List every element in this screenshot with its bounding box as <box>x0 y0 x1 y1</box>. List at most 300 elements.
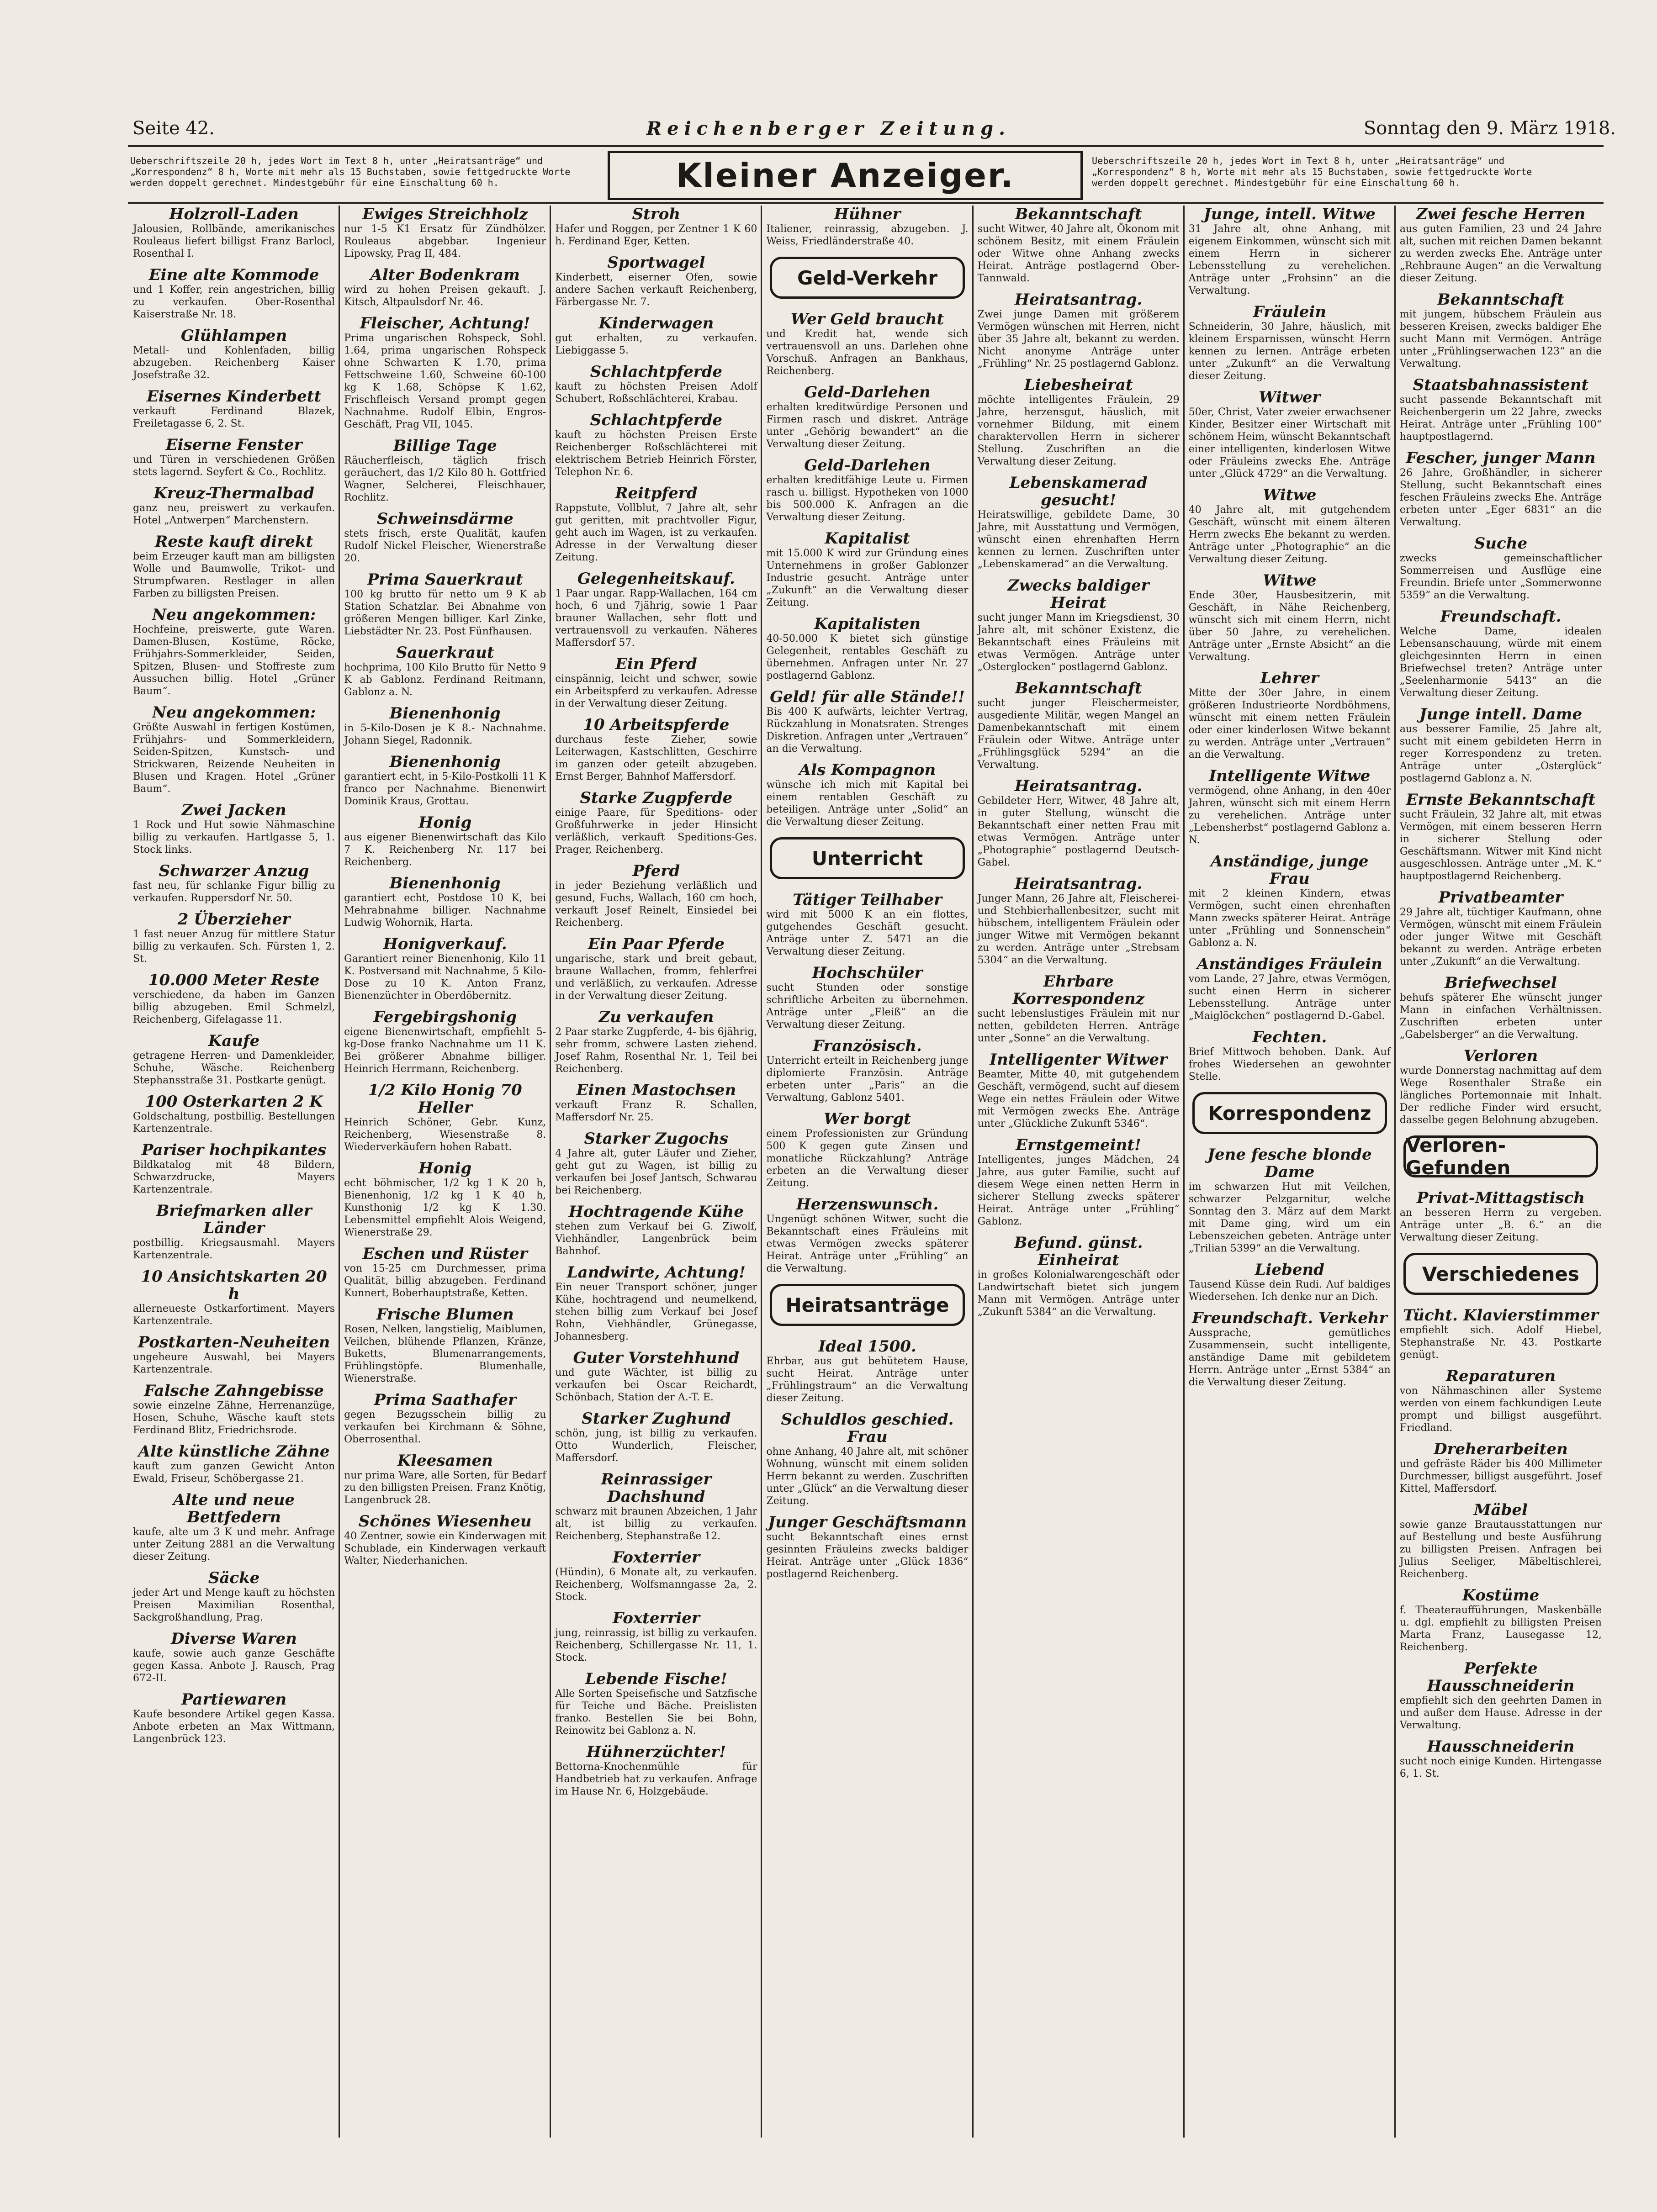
ad-heading: Neu angekommen: <box>152 606 316 624</box>
ad-text: verkauft Ferdinand Blazek, Freiletagasse 6, 2. St. <box>133 406 335 429</box>
ad-text: Goldschaltung, postbillig. Bestellungen Kartenzentrale. <box>133 1111 335 1135</box>
classified-ad <box>1189 956 1391 1022</box>
classified-ad <box>344 814 546 868</box>
ad-text: sucht Bekanntschaft eines ernst gesinnten Fräuleins zwecks baldiger Heirat. Anträge unter „Glück 1836“ postlagernd Reichenberg. <box>766 1531 969 1580</box>
ad-heading: Französisch. <box>813 1037 922 1055</box>
ad-text: kauft zu höchsten Preisen Adolf Schubert, Roßschlächterei, Krabau. <box>555 381 757 405</box>
classified-ad <box>766 891 968 958</box>
ad-text: Mitte der 30er Jahre, in einem größeren Industrieorte Nordböhmens, wünscht mit einem netten Fräulein oder einer kinderlosen Witwe bekannt zu werden. Anträge unter „Vertrauen“ an die Verwaltung. <box>1188 687 1391 760</box>
ad-heading: Wer Geld braucht <box>790 310 944 328</box>
classified-ad <box>344 315 546 431</box>
classified-ad <box>133 1382 335 1436</box>
ad-heading: Hausschneiderin <box>1427 1737 1575 1756</box>
ad-column-7 <box>1397 206 1604 2138</box>
ad-text: Zwei junge Damen mit größerem Vermögen wünschen mit Herren, nicht über 35 Jahre alt, bekannt zu werden. Nicht anonyme Anträge unter „Frühling“ Nr. 25 postlagernd Gablonz. <box>977 309 1180 370</box>
ad-heading: Fräulein <box>1253 303 1326 321</box>
ad-text: garantiert echt, in 5-Kilo-Postkolli 11 K franco per Nachnahme. Bienenwirt Dominik Kraus, Grottau. <box>344 771 546 807</box>
ad-text: stehen zum Verkauf bei G. Ziwolf, Viehhändler, Langenbrück beim Bahnhof. <box>555 1221 757 1257</box>
ad-text: sucht Fräulein, 32 Jahre alt, mit etwas Vermögen, mit einem besseren Herrn in sicherer Stellung oder Geschäftsmann. Witwer mit Kind nicht ausgeschlossen. Anträge unter „M. K.“ hauptpostlagernd Reichenberg. <box>1399 809 1602 882</box>
classified-ad <box>555 363 757 405</box>
classified-ad <box>344 571 546 638</box>
classified-ad <box>133 802 335 856</box>
classified-ad <box>344 753 546 808</box>
ad-text: von Nähmaschinen aller Systeme werden von einem fachkundigen Leute prompt und billigst ausgeführt. Friedland. <box>1399 1385 1602 1434</box>
ad-text: stets frisch, erste Qualität, kaufen Rudolf Nickel Fleischer, Wienerstraße 20. <box>344 528 546 564</box>
ad-text: zwecks gemeinschaftlicher Sommerreisen und Ausflüge eine Freundin. Briefe unter „Sommerwonne 5359“ an die Verwaltung. <box>1399 553 1602 601</box>
ad-heading: Kleesamen <box>397 1452 493 1470</box>
ad-text: einspännig, leicht und schwer, sowie ein Arbeitspferd zu verkaufen. Adresse in der Verwaltung dieser Zeitung. <box>555 673 757 709</box>
classified-ad <box>555 1410 757 1464</box>
ad-text: einem Professionisten zur Gründung 500 K gegen gute Zinsen und monatliche Rückzahlung? Anträge erbeten an die Verwaltung dieser Zeitung. <box>766 1128 969 1189</box>
classified-ad <box>555 1471 757 1542</box>
ad-heading: Reinrassiger Dachshund <box>601 1470 712 1506</box>
ad-heading: Zwei Jacken <box>181 801 286 819</box>
ad-text: erhalten kreditwürdige Personen und Firmen rasch und diskret. Anträge unter „Gehörig bewandert“ an die Verwaltung dieser Zeitung. <box>766 401 969 450</box>
column-divider <box>1394 206 1396 2138</box>
classified-ad <box>766 457 968 523</box>
classified-ad <box>1400 206 1602 285</box>
ad-text: Schneiderin, 30 Jahre, häuslich, mit kleinem Ersparnissen, wünscht Herrn kennen zu lernen. Anträge erbeten unter „Zukunft“ an die Verwaltung dieser Zeitung. <box>1188 321 1391 382</box>
ad-heading: Zwecks baldiger Heirat <box>1007 576 1149 612</box>
ad-heading: Billige Tage <box>393 437 497 455</box>
classified-ad <box>555 1130 757 1197</box>
ad-text: allerneueste Ostkarfortiment. Mayers Kartenzentrale. <box>133 1303 335 1327</box>
ad-heading: Reitpferd <box>615 484 698 502</box>
ad-heading: Kreuz-Thermalbad <box>154 484 314 502</box>
ad-heading: Säcke <box>208 1569 260 1587</box>
classified-ad <box>133 485 335 527</box>
classified-ad <box>766 530 968 609</box>
classified-ad <box>133 436 335 478</box>
ad-heading: 10 Ansichtskarten 20 h <box>141 1267 327 1303</box>
ad-text: sucht lebenslustiges Fräulein mit nur netten, gebildeten Herren. Anträge unter „Sonne“ an die Verwaltung. <box>977 1008 1180 1044</box>
classified-ad <box>133 1093 335 1135</box>
section-box-label: Korrespondenz <box>1208 1102 1371 1124</box>
ad-text: Bildkatalog mit 48 Bildern, Schwarzdrucke, Mayers Kartenzentrale. <box>133 1159 335 1195</box>
ad-heading: Bienenhonig <box>389 704 501 723</box>
ad-heading: Sportwagel <box>607 253 705 272</box>
classified-ad <box>1189 1261 1391 1303</box>
classified-ad <box>344 644 546 698</box>
ad-heading: Anständige, junge Frau <box>1210 852 1369 888</box>
ad-heading: Einen Mastochsen <box>576 1081 736 1099</box>
classified-ad <box>978 206 1180 285</box>
ad-heading: Als Kompagnon <box>799 761 936 779</box>
classified-ad <box>1189 1309 1391 1388</box>
ad-text: schwarz mit braunen Abzeichen, 1 Jahr alt, ist billig zu verkaufen. Reichenberg, Stephanstraße 12. <box>555 1506 757 1542</box>
ad-heading: Hühnerzüchter! <box>586 1743 726 1761</box>
ad-text: wird zu hohen Preisen gekauft. J. Kitsch, Altpaulsdorf Nr. 46. <box>344 284 546 308</box>
classified-ad <box>1189 486 1391 565</box>
ad-text: hochprima, 100 Kilo Brutto für Netto 9 K ab Gablonz. Ferdinand Reitmann, Gablonz a. N. <box>344 662 546 698</box>
classified-ad <box>1400 1501 1602 1580</box>
classified-ad <box>133 1630 335 1684</box>
ad-text: durchaus feste Zieher, sowie Leiterwagen, Kastschlitten, Geschirre im ganzen oder geteilt abzugeben. Ernst Berger, Bahnhof Maffersdorf. <box>555 734 757 782</box>
ad-heading: Ein Paar Pferde <box>588 935 725 953</box>
ad-heading: Alte künstliche Zähne <box>138 1442 330 1461</box>
classified-ad <box>1189 670 1391 761</box>
ad-text: aus besserer Familie, 25 Jahre alt, sucht mit einem gebildeten Herrn in reger Korrespondenz zu treten. Anträge unter „Osterglück“ postlagernd Gablonz a. N. <box>1399 723 1602 784</box>
ad-heading: Suche <box>1474 534 1528 553</box>
ad-text: mit 15.000 K wird zur Gründung eines Unternehmens in großer Gablonzer Industrie gesucht. Anträge unter „Zukunft“ an die Verwaltung dieser Zeitung. <box>766 548 969 608</box>
classified-ad <box>555 862 757 929</box>
ad-heading: Witwer <box>1259 388 1321 407</box>
ad-text: behufs späterer Ehe wünscht junger Mann in einfachen Verhältnissen. Zuschriften erbeten unter „Gabelsberger“ an die Verwaltung. <box>1399 992 1602 1040</box>
ad-heading: 10.000 Meter Reste <box>148 971 320 989</box>
ad-heading: Freundschaft. Verkehr <box>1192 1309 1387 1327</box>
ad-text: sucht noch einige Kunden. Hirtengasse 6, 1. St. <box>1399 1756 1602 1779</box>
section-title: Kleiner Anzeiger. <box>676 156 1015 195</box>
ad-text: und gute Wächter, ist billig zu verkaufen bei Oscar Reichardt, Schönbach, Station der A.-T. E. <box>555 1367 757 1403</box>
ad-text: an besseren Herrn zu vergeben. Anträge unter „B. 6.“ an die Verwaltung dieser Zeitung. <box>1399 1207 1602 1243</box>
ad-heading: Holzroll-Laden <box>169 206 299 223</box>
classified-ad <box>344 510 546 565</box>
ad-heading: Sauerkraut <box>396 644 494 662</box>
ad-text: Jalousien, Rollbände, amerikanisches Rouleaus liefert billigst Franz Barlocl, Rosenthal I. <box>133 223 335 259</box>
classified-ad <box>344 1391 546 1446</box>
ad-heading: Freundschaft. <box>1440 607 1562 626</box>
ad-text: mit 2 kleinen Kindern, etwas Vermögen, sucht einen ehrenhaften Mann zwecks späterer Heirat. Anträge unter „Frühling und Sonnenschein“ Gablonz a. N. <box>1188 888 1391 949</box>
ad-heading: Bienenhonig <box>389 874 501 892</box>
classified-ad <box>766 964 968 1031</box>
ad-heading: Eschen und Rüster <box>362 1245 528 1263</box>
ad-text: Welche Dame, idealen Lebensanschauung, würde mit einem gleichgesinnten Herrn in einen Briefwechsel treten? Anträge unter „Seelenharmonie 5413“ an die Verwaltung dieser Zeitung. <box>1399 626 1602 699</box>
classified-ad <box>1189 572 1391 663</box>
ad-text: empfiehlt sich. Adolf Hiebel, Stephanstraße Nr. 43. Postkarte genügt. <box>1399 1325 1602 1361</box>
ad-text: Hochfeine, preiswerte, gute Waren. Damen-Blusen, Kostüme, Röcke, Frühjahrs-Sommerkleider, Seiden, Spitzen, Blusen- und Stoffreste zum Aussuchen billig. Hotel „Grüner Baum“. <box>133 624 335 697</box>
ad-column-3 <box>552 206 760 2138</box>
ad-text: 40 Jahre alt, mit gutgehendem Geschäft, wünscht mit einem älteren Herrn zwecks Ehe bekannt zu werden. Anträge unter „Photographie“ an die Verwaltung dieser Zeitung. <box>1188 504 1391 565</box>
ad-heading: Frische Blumen <box>376 1305 514 1324</box>
ad-heading: Pariser hochpikantes <box>141 1141 327 1159</box>
classified-ad <box>1400 1307 1602 1361</box>
section-box-label: Heiratsanträge <box>785 1293 949 1316</box>
ad-heading: Tücht. Klavierstimmer <box>1403 1306 1599 1325</box>
classified-ad <box>344 1306 546 1385</box>
classified-ad <box>555 655 757 710</box>
classified-ad <box>766 1037 968 1104</box>
ad-heading: Reparaturen <box>1445 1367 1556 1385</box>
ad-heading: Schwarzer Anzug <box>159 862 309 880</box>
ad-text: im schwarzen Hut mit Veilchen, schwarzer Pelzgarnitur, welche Sonntag den 3. März auf dem Markt mit Dame ging, wird um ein Lebenszeichen gebeten. Anträge unter „Trilian 5399“ an die Verwaltung. <box>1188 1181 1391 1254</box>
ad-text: 1 Paar ungar. Rapp-Wallachen, 164 cm hoch, 6 und 7jährig, sowie 1 Paar brauner Wallachen, sehr flott und vertrauensvoll zu verkaufen. Näheres Maffersdorf 57. <box>555 588 757 649</box>
classified-ad <box>1400 291 1602 370</box>
ad-heading: Ernste Bekanntschaft <box>1406 791 1596 809</box>
ad-heading: Staatsbahnassistent <box>1413 376 1589 394</box>
ad-text: Italiener, reinrassig, abzugeben. J. Weiss, Friedländerstraße 40. <box>766 223 969 247</box>
classified-ad <box>344 935 546 1002</box>
ad-heading: Herzenswunsch. <box>796 1195 939 1214</box>
ad-heading: Starker Zugochs <box>584 1130 729 1148</box>
ad-heading: Briefwechsel <box>1444 974 1557 992</box>
classified-ad <box>555 1203 757 1257</box>
ad-heading: Geld-Darlehen <box>804 383 931 401</box>
classified-ad <box>766 761 968 828</box>
ad-text: in jeder Beziehung verläßlich und gesund, Fuchs, Wallach, 160 cm hoch, verkauft Josef Reinelt, Einsiedel bei Reichenberg. <box>555 880 757 929</box>
ad-heading: 2 Überzieher <box>177 910 291 929</box>
classified-ad <box>766 1196 968 1275</box>
ad-heading: Dreherarbeiten <box>1434 1440 1568 1458</box>
ad-text: Junger Mann, 26 Jahre alt, Fleischerei- und Stehbierhallenbesitzer, sucht mit hübschem, intelligentem Fräulein oder junger Witwe mit Vermögen bekannt zu werden. Anträge unter „Strebsam 5304“ an die Verwaltung. <box>977 893 1180 966</box>
classified-ad <box>978 680 1180 771</box>
ad-heading: Prima Saathafer <box>374 1391 516 1409</box>
ad-text: Metall- und Kohlenfaden, billig abzugeben. Reichenberg Kaiser Josefstraße 32. <box>133 345 335 381</box>
ad-text: kauft zu höchsten Preisen Erste Reichenberger Roßschlächterei mit elektrischem Betrieb Heinrich Förster, Telephon Nr. 6. <box>555 429 757 478</box>
ad-heading: Anständiges Fräulein <box>1196 955 1382 973</box>
rates-notice-right: Ueberschriftszeile 20 h, jedes Wort im Text 8 h, unter „Heiratsanträge“ und „Korrespondenz“ 8 h, Worte mit mehr als 15 Buchstaben, sowie fettgedruckte Worte werden doppelt gerechnet. Mindestgebühr für eine Einschaltung 60 h. <box>1092 155 1532 188</box>
ad-text: Unterricht erteilt in Reichenberg junge diplomierte Französin. Anträge erbeten unter „Paris“ an die Verwaltung, Gablonz 5401. <box>766 1055 969 1103</box>
classified-ad <box>978 973 1180 1045</box>
classified-ad <box>978 474 1180 570</box>
classified-ad <box>344 875 546 929</box>
ad-heading: Privatbeamter <box>1438 888 1563 907</box>
ad-heading: Stroh <box>632 206 681 223</box>
ad-heading: Jene fesche blonde Dame <box>1207 1146 1372 1181</box>
classified-ad <box>766 1514 968 1580</box>
ad-heading: Liebend <box>1255 1261 1324 1279</box>
ad-heading: Verloren <box>1463 1047 1538 1065</box>
ad-text: jung, reinrassig, ist billig zu verkaufen. Reichenberg, Schillergasse Nr. 11, 1. Stock. <box>555 1627 757 1663</box>
ad-heading: Zu verkaufen <box>598 1008 714 1026</box>
ad-text: Ende 30er, Hausbesitzerin, mit Geschäft, in Nähe Reichenberg, wünscht sich mit einem Herrn, nicht über 50 Jahre, zu verehelichen. Anträge unter „Ernste Absicht“ an die Verwaltung. <box>1188 590 1391 663</box>
ad-text: 2 Paar starke Zugpferde, 4- bis 6jährig, sehr fromm, schwere Lasten ziehend. Josef Rahm, Rosenthal Nr. 1, Teil bei Reichenberg. <box>555 1026 757 1075</box>
classified-ad <box>555 315 757 357</box>
classified-ad <box>344 1452 546 1506</box>
ad-text: jeder Art und Menge kauft zu höchsten Preisen Maximilian Rosenthal, Sackgroßhandlung, Prag. <box>133 1587 335 1623</box>
ad-text: ganz neu, preiswert zu verkaufen. Hotel „Antwerpen“ Marchenstern. <box>133 502 335 526</box>
ad-text: ungeheure Auswahl, bei Mayers Kartenzentrale. <box>133 1351 335 1375</box>
classified-ad <box>133 911 335 965</box>
ad-text: 4 Jahre alt, guter Läufer und Zieher, geht gut zu Wagen, ist billig zu verkaufen bei Josef Jantsch, Schwarau bei Reichenberg. <box>555 1148 757 1196</box>
classified-ad <box>555 1008 757 1075</box>
newspaper-title: Reichenberger Zeitung. <box>646 118 1011 139</box>
ad-heading: Witwe <box>1263 486 1317 504</box>
ad-heading: Honigverkauf. <box>383 935 507 953</box>
classified-ad <box>133 388 335 430</box>
column-divider <box>1183 206 1185 2138</box>
classified-ad <box>766 615 968 682</box>
classified-ad <box>133 862 335 904</box>
ad-text: echt böhmischer, 1/2 kg 1 K 20 h, Bienenhonig, 1/2 kg 1 K 40 h, Kunsthonig 1/2 kg K 1.30. Lebensmittel empfiehlt Alois Weigend, Wienerstraße 29. <box>344 1177 546 1238</box>
classified-ad <box>1400 1587 1602 1653</box>
classified-ad <box>1400 791 1602 882</box>
ad-text: 31 Jahre alt, ohne Anhang, mit eigenem Einkommen, wünscht sich mit einem Herrn in sicherer Lebensstellung zu verehelichen. Anträge unter „Frohsinn“ an die Verwaltung. <box>1188 223 1391 296</box>
ad-text: fast neu, für schlanke Figur billig zu verkaufen. Ruppersdorf Nr. 50. <box>133 880 335 904</box>
ad-text: in 5-Kilo-Dosen je K 8.- Nachnahme. Johann Siegel, Radonnik. <box>344 723 546 746</box>
classified-ad <box>978 291 1180 370</box>
ad-heading: Alter Bodenkram <box>370 266 520 284</box>
ad-heading: Hühner <box>834 206 901 223</box>
section-banner <box>608 151 1083 200</box>
ad-heading: Kostüme <box>1462 1586 1540 1605</box>
ad-text: 1 fast neuer Anzug für mittlere Statur billig zu verkaufen. Sch. Fürsten 1, 2. St. <box>133 929 335 965</box>
ad-heading: Kapitalisten <box>814 615 921 633</box>
classified-ad <box>978 777 1180 869</box>
ad-heading: Lebende Fische! <box>585 1670 727 1688</box>
ad-heading: Gelegenheitskauf. <box>577 570 735 588</box>
classified-ad <box>133 1268 335 1327</box>
classified-ad <box>1400 706 1602 785</box>
ad-heading: Pferd <box>632 862 680 880</box>
column-divider <box>761 206 762 2138</box>
ad-heading: Starke Zugpferde <box>580 789 733 807</box>
ad-text: Intelligentes, junges Mädchen, 24 Jahre, aus guter Familie, sucht auf diesem Wege einen netten Herrn in sicherer Stellung zwecks späterer Heirat. Anträge unter „Frühling“ Gablonz. <box>977 1154 1180 1227</box>
ad-text: garantiert echt, Postdose 10 K, bei Mehrabnahme billiger. Nachnahme Ludwig Wohornik, Harta. <box>344 892 546 929</box>
ad-text: postbillig. Kriegsausmahl. Mayers Kartenzentrale. <box>133 1237 335 1261</box>
page-number: Seite 42. <box>132 118 215 139</box>
classified-ad <box>555 412 757 478</box>
section-box-label: Verschiedenes <box>1422 1262 1579 1285</box>
ad-heading: Junge, intell. Witwe <box>1203 206 1376 223</box>
ad-heading: Mäbel <box>1473 1501 1528 1519</box>
ad-text: kaufe, alte um 3 K und mehr. Anfrage unter Zeitung 2881 an die Verwaltung dieser Zeitung. <box>133 1526 335 1563</box>
ad-heading: Fergebirgshonig <box>373 1008 517 1026</box>
section-box-geld <box>770 257 964 299</box>
ad-text: wünsche ich mich mit Kapital bei einem rentablen Geschäft zu beteiligen. Anträge unter „Solid“ an die Verwaltung dieser Zeitung. <box>766 779 969 828</box>
classified-ad <box>766 688 968 755</box>
classified-ad <box>344 1160 546 1239</box>
ad-text: Rosen, Nelken, langstielig, Maiblumen, Veilchen, blühende Pflanzen, Kränze, Buketts, Blumenarrangements, Frühlingstöpfe. Blumenhalle, Wienerstraße. <box>344 1324 546 1384</box>
ad-text: wird mit 5000 K an ein flottes, gutgehendes Geschäft gesucht. Anträge unter Z. 5471 an die Verwaltung dieser Zeitung. <box>766 909 969 957</box>
ad-text: in großes Kolonialwarengeschäft oder Landwirtschaft bietet sich jungem Mann mit Vermögen. Anträge unter „Zukunft 5384“ an die Verwaltung. <box>977 1269 1180 1318</box>
ad-heading: Kinderwagen <box>598 314 714 333</box>
classified-ad <box>1189 389 1391 480</box>
section-box-verloren <box>1403 1135 1598 1177</box>
ad-heading: Privat-Mittagstisch <box>1416 1189 1585 1207</box>
ad-text: sucht Stunden oder sonstige schriftliche Arbeiten zu übernehmen. Anträge unter „Fleiß“ an die Verwaltung dieser Zeitung. <box>766 982 969 1030</box>
ad-heading: Geld! für alle Stände!! <box>770 688 965 706</box>
ad-heading: Ewiges Streichholz <box>362 206 528 223</box>
classified-ad <box>555 716 757 783</box>
ad-heading: Lehrer <box>1260 669 1319 687</box>
ad-heading: Hochtragende Kühe <box>568 1203 744 1221</box>
classified-ad <box>555 1670 757 1737</box>
ad-text: Prima ungarischen Rohspeck, Sohl. 1.64, prima ungarischen Rohspeck ohne Schwarten K 1.70, prima Fettschweine 1.60, Schweine 60-100 kg K 1.68, Schöpse K 1.62, Frischfleisch Versand prompt gegen Nachnahme. Rudolf Elbin, Engros-Geschäft, Prag VII, 1045. <box>344 333 546 430</box>
classified-ad <box>555 1743 757 1798</box>
ad-heading: Schweinsdärme <box>376 510 514 528</box>
ad-heading: Foxterrier <box>612 1609 700 1627</box>
ad-text: getragene Herren- und Damenkleider, Schuhe, Wäsche. Reichenberg Stephansstraße 31. Postkarte genügt. <box>133 1050 335 1086</box>
classified-ad <box>1400 449 1602 528</box>
ad-text: einige Paare, für Speditions- oder Großfuhrwerke in jeder Hinsicht verläßlich, verkauft Speditions-Ges. Prager, Reichenberg. <box>555 807 757 855</box>
ad-heading: Zwei fesche Herren <box>1416 206 1586 223</box>
classified-ad <box>344 437 546 504</box>
ad-heading: Ernstgemeint! <box>1016 1136 1141 1154</box>
ad-text: sowie ganze Brautausstattungen nur auf Bestellung und beste Ausführung zu billigsten Preisen. Anfragen bei Julius Seeliger, Mäbeltischlerei, Reichenberg. <box>1399 1519 1602 1580</box>
ad-column-1 <box>130 206 338 2138</box>
ad-text: gegen Bezugsschein billig zu verkaufen bei Kirchmann & Söhne, Oberrosenthal. <box>344 1409 546 1445</box>
ad-text: Rappstute, Vollblut, 7 Jahre alt, sehr gut geritten, mit prachtvoller Figur, geht auch im Wagen, ist zu verkaufen. Adresse in der Verwaltung dieser Zeitung. <box>555 502 757 563</box>
ad-text: verkauft Franz R. Schallen, Maffersdorf Nr. 25. <box>555 1099 757 1123</box>
ad-text: Heiratswillige, gebildete Dame, 30 Jahre, mit Ausstattung und Vermögen, wünscht einen ehrenhaften Herrn kennen zu lernen. Zuschriften unter „Lebenskamerad“ an die Verwaltung. <box>977 509 1180 570</box>
ad-column-2 <box>341 206 549 2138</box>
ad-text: sucht junger Mann im Kriegsdienst, 30 Jahre alt, mit schöner Existenz, die Bekanntschaft eines Fräuleins mit etwas Vermögen. Anträge unter „Osterglocken“ postlagernd Gablonz. <box>977 612 1180 673</box>
ad-heading: Schlachtpferde <box>590 411 723 429</box>
ad-text: beim Erzeuger kauft man am billigsten Wolle und Baumwolle, Trikot- und Strumpfwaren. Restlager in allen Farben zu billigsten Preisen. <box>133 551 335 599</box>
classified-ad <box>555 1082 757 1124</box>
classified-ad <box>1400 1738 1602 1780</box>
classified-ad <box>555 1610 757 1664</box>
ad-text: Kinderbett, eiserner Ofen, sowie andere Sachen verkauft Reichenberg, Färbergasse Nr. 7. <box>555 272 757 308</box>
ad-heading: Neu angekommen: <box>152 703 316 722</box>
ad-text: aus guten Familien, 23 und 24 Jahre alt, suchen mit reichen Damen bekannt zu werden zwecks Ehe. Anträge unter „Rehbraune Augen“ an die Verwaltung dieser Zeitung. <box>1399 223 1602 284</box>
ad-heading: Postkarten-Neuheiten <box>138 1333 330 1351</box>
ad-heading: Hochschüler <box>812 964 923 982</box>
ad-text: Ehrbar, aus gut behütetem Hause, sucht Heirat. Anträge unter „Frühlingstraum“ an die Verwaltung dieser Zeitung. <box>766 1356 969 1404</box>
classified-ad <box>766 206 968 248</box>
ad-heading: Perfekte Hausschneiderin <box>1427 1659 1575 1695</box>
classified-ad <box>133 1334 335 1376</box>
ad-heading: 1/2 Kilo Honig 70 Heller <box>368 1081 522 1117</box>
ad-text: kaufe, sowie auch ganze Geschäfte gegen Kassa. Anbote J. Rausch, Prag 672-II. <box>133 1648 335 1684</box>
ad-text: und Kredit hat, wende sich vertrauensvoll an uns. Darlehen ohne Vorschuß. Anfragen an Bankhaus, Reichenberg. <box>766 328 969 377</box>
classified-ad <box>1189 303 1391 382</box>
ad-heading: Reste kauft direkt <box>154 533 313 551</box>
ad-heading: Bekanntschaft <box>1437 290 1564 309</box>
classified-ad <box>1189 1029 1391 1083</box>
ad-text: wurde Donnerstag nachmittag auf dem Wege Rosenthaler Straße ein längliches Portemonnaie mit Inhalt. Der redliche Finder wird ersucht, dasselbe gegen Belohnung abzugeben. <box>1399 1065 1602 1126</box>
section-box-label: Verloren-Gefunden <box>1405 1134 1511 1179</box>
ad-heading: Falsche Zahngebisse <box>144 1382 324 1400</box>
ad-heading: Honig <box>418 1159 472 1177</box>
ad-text: Heinrich Schöner, Gebr. Kunz, Reichenberg, Wiesenstraße 8. Wiederverkäufern hohen Rabatt. <box>344 1117 546 1153</box>
ad-heading: Alte und neue Bettfedern <box>173 1491 295 1526</box>
ad-text: Alle Sorten Speisefische und Satzfische für Teiche und Bäche. Preislisten franko. Bestellen Sie bei Bohn, Reinowitz bei Gablonz a. N. <box>555 1688 757 1737</box>
classified-ad <box>133 1569 335 1624</box>
ad-heading: Eiserne Fenster <box>165 436 302 454</box>
ad-text: Größte Auswahl in fertigen Kostümen, Frühjahrs- und Sommerkleidern, Seiden-Spitzen, Kunstsch- und Strickwaren, Reizende Neuheiten in Blusen und Kragen. Hotel „Grüner Baum“. <box>133 722 335 795</box>
ad-heading: Tätiger Teilhaber <box>793 891 942 909</box>
classified-ad <box>1400 535 1602 602</box>
classified-ad <box>1400 1047 1602 1126</box>
ad-heading: Foxterrier <box>612 1548 700 1567</box>
ad-heading: 10 Arbeitspferde <box>583 716 730 734</box>
ad-heading: Diverse Waren <box>171 1630 297 1648</box>
classified-ad <box>344 1008 546 1075</box>
ad-text: verschiedene, da haben im Ganzen billig abzugeben. Emil Schmelzl, Reichenberg, Gifelagasse 11. <box>133 989 335 1025</box>
ad-heading: Bienenhonig <box>389 753 501 771</box>
ad-text: 1 Rock und Hut sowie Nähmaschine billig zu verkaufen. Hartlgasse 5, 1. Stock links. <box>133 819 335 855</box>
classified-ad <box>555 935 757 1002</box>
classified-ad <box>1400 1660 1602 1732</box>
ad-text: (Hündin), 6 Monate alt, zu verkaufen. Reichenberg, Wolfsmanngasse 2a, 2. Stock. <box>555 1567 757 1603</box>
classified-ad <box>978 875 1180 966</box>
ad-heading: Geld-Darlehen <box>804 456 931 475</box>
classified-ad <box>766 1110 968 1189</box>
ad-heading: Junger Geschäftsmann <box>768 1513 967 1531</box>
ad-heading: Heiratsantrag. <box>1014 290 1143 309</box>
section-box-heirat <box>770 1284 964 1326</box>
issue-date: Sonntag den 9. März 1918. <box>1363 118 1616 139</box>
classified-ad <box>978 577 1180 673</box>
ad-text: 26 Jahre, Großhändler, in sicherer Stellung, sucht Bekanntschaft eines feschen Fräuleins zwecks Ehe. Anträge erbeten unter „Eger 6831“ an die Verwaltung. <box>1399 467 1602 528</box>
classified-ad <box>344 705 546 747</box>
ad-heading: Ideal 1500. <box>818 1337 916 1356</box>
ad-text: und gefräste Räder bis 400 Millimeter Durchmesser, billigst ausgeführt. Josef Kittel, Maffersdorf. <box>1399 1458 1602 1494</box>
ad-heading: Intelligenter Witwer <box>990 1051 1168 1069</box>
classified-ad <box>133 1691 335 1745</box>
classified-ad <box>133 327 335 381</box>
ad-heading: Schönes Wiesenheu <box>358 1512 532 1531</box>
ad-text: aus eigener Bienenwirtschaft das Kilo 7 K. Reichenberg Nr. 117 bei Reichenberg. <box>344 832 546 868</box>
classified-ad <box>766 1338 968 1404</box>
ad-heading: Fechten. <box>1252 1028 1327 1046</box>
ad-heading: 100 Osterkarten 2 K <box>145 1093 323 1111</box>
ad-text: empfiehlt sich den geehrten Damen in und außer dem Hause. Adresse in der Verwaltung. <box>1399 1695 1602 1731</box>
ad-text: 40-50.000 K bietet sich günstige Gelegenheit, rentables Geschäft zu übernehmen. Anfragen unter Nr. 27 postlagernd Gablonz. <box>766 633 969 681</box>
classified-ad <box>344 266 546 308</box>
classified-ad <box>133 206 335 260</box>
